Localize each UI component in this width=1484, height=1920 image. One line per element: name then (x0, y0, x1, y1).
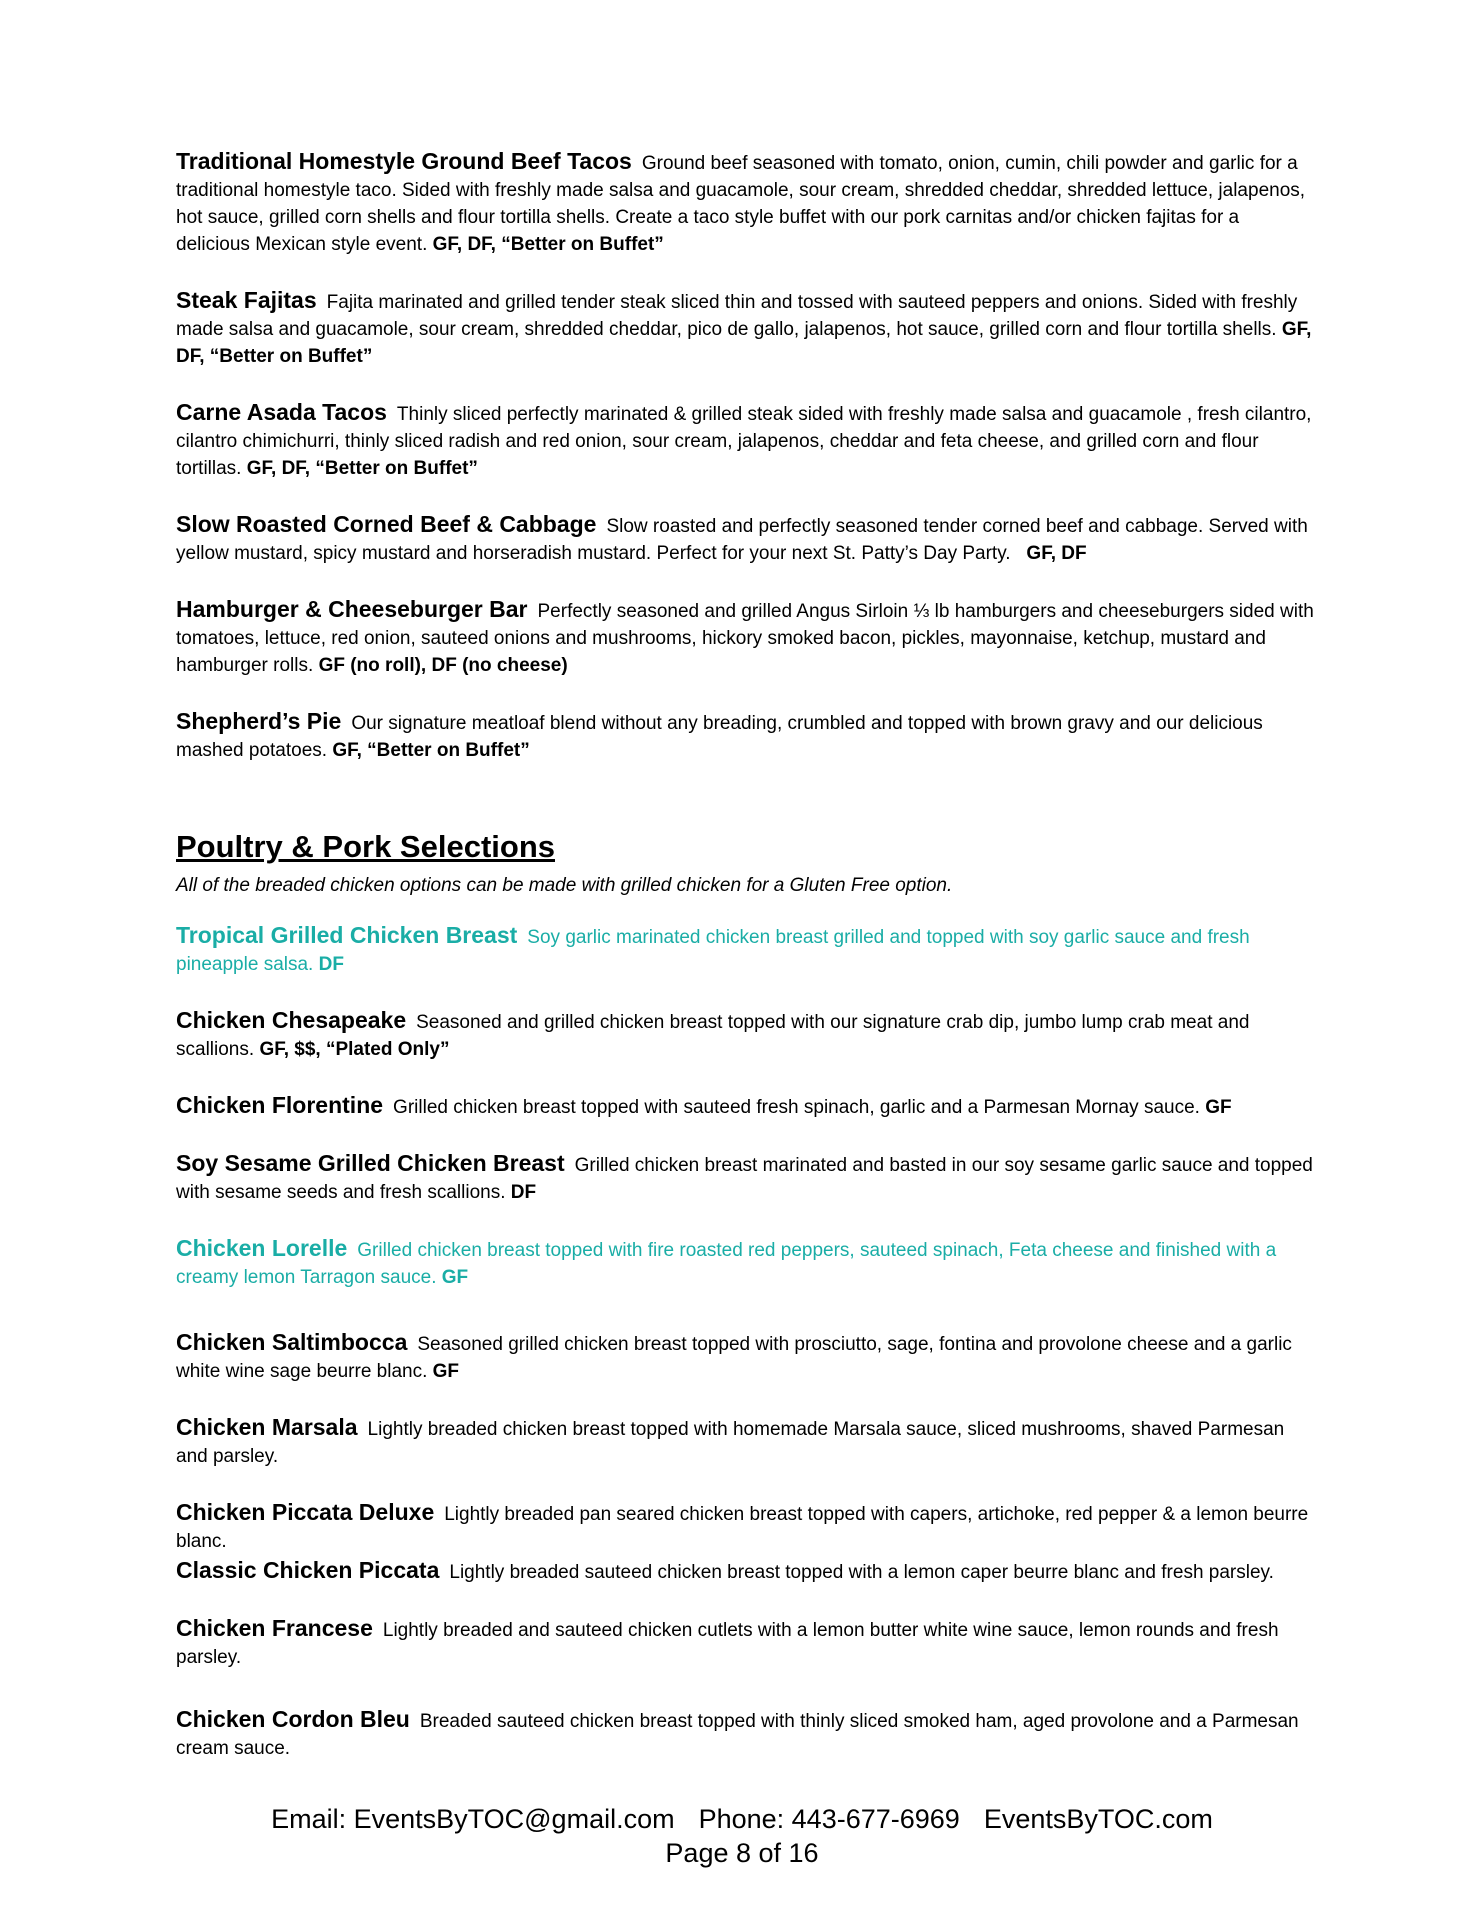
item-description: Seasoned and grilled chicken breast topped with our signature crab dip, jumbo lump crab meat and scallions. (176, 1012, 1250, 1060)
menu-content (176, 148, 1316, 1762)
item-tags: GF (432, 1361, 460, 1382)
page-number: Page 8 of 16 (665, 1838, 819, 1868)
item-description: Our signature meatloaf blend without any breading, crumbled and topped with brown gravy and our delicious mashed potatoes. (176, 713, 1263, 761)
menu-item-chicken-saltimbocca (176, 1329, 1316, 1385)
item-tags: GF, DF, “Better on Buffet” (176, 319, 1312, 367)
item-tags: GF (no roll), DF (no cheese) (318, 655, 568, 676)
menu-item-ground-beef-tacos (176, 148, 1316, 258)
menu-item-shepherds-pie (176, 708, 1316, 764)
item-description: Grilled chicken breast topped with fire roasted red peppers, sauteed spinach, Feta cheese and finished with a creamy lemon Tarragon sauce. (176, 1240, 1277, 1288)
item-title: Chicken Lorelle (176, 1235, 348, 1261)
item-title: Traditional Homestyle Ground Beef Tacos (176, 148, 632, 174)
footer-email: Email: EventsByTOC@gmail.com (271, 1804, 675, 1834)
menu-item-corned-beef-cabbage (176, 511, 1316, 567)
item-title: Chicken Piccata Deluxe (176, 1499, 435, 1525)
item-title: Chicken Saltimbocca (176, 1329, 408, 1355)
item-tags: GF, DF, “Better on Buffet” (432, 234, 664, 255)
item-description: Soy garlic marinated chicken breast grilled and topped with soy garlic sauce and fresh pineapple salsa. (176, 927, 1250, 975)
menu-item-burger-bar (176, 596, 1316, 679)
menu-item-chicken-cordon-bleu (176, 1706, 1316, 1762)
menu-item-chicken-marsala (176, 1414, 1316, 1470)
item-tags: GF, “Better on Buffet” (332, 740, 530, 761)
item-description: Slow roasted and perfectly seasoned tender corned beef and cabbage. Served with yellow mustard, spicy mustard and horseradish mustard. Perfect for your next St. Patty’s Day Party. (176, 516, 1308, 564)
item-description: Lightly breaded and sauteed chicken cutlets with a lemon butter white wine sauce, lemon rounds and fresh parsley. (176, 1620, 1279, 1668)
item-description: Fajita marinated and grilled tender steak sliced thin and tossed with sauteed peppers and onions. Sided with freshly made salsa and guacamole, sour cream, shredded cheddar, pico de gallo, jalapenos, hot sauce, grilled corn and flour tortilla shells. (176, 292, 1298, 340)
item-description: Grilled chicken breast marinated and basted in our soy sesame garlic sauce and topped with sesame seeds and fresh scallions. (176, 1155, 1313, 1203)
section-heading-poultry-pork: Poultry & Pork Selections (176, 829, 555, 864)
item-tags: DF (510, 1182, 537, 1203)
section-note: All of the breaded chicken options can be made with grilled chicken for a Gluten Free option. (176, 875, 953, 896)
item-title: Shepherd’s Pie (176, 708, 342, 734)
item-description: Grilled chicken breast topped with sauteed fresh spinach, garlic and a Parmesan Mornay sauce. (393, 1097, 1200, 1118)
page-footer (0, 1802, 1484, 1870)
item-title: Chicken Florentine (176, 1092, 384, 1118)
item-description: Lightly breaded pan seared chicken breast topped with capers, artichoke, red pepper & a lemon beurre blanc. (176, 1504, 1309, 1552)
item-tags: GF, DF (1026, 543, 1087, 564)
item-title: Chicken Cordon Bleu (176, 1706, 410, 1732)
item-description: Seasoned grilled chicken breast topped with prosciutto, sage, fontina and provolone cheese and a garlic white wine sage beurre blanc. (176, 1334, 1292, 1382)
item-title: Carne Asada Tacos (176, 399, 387, 425)
item-tags: GF, $$, “Plated Only” (259, 1039, 450, 1060)
menu-item-carne-asada-tacos (176, 399, 1316, 482)
item-tags: GF, DF, “Better on Buffet” (246, 458, 478, 479)
menu-item-chicken-chesapeake (176, 1007, 1316, 1063)
item-title: Hamburger & Cheeseburger Bar (176, 596, 528, 622)
menu-item-chicken-lorelle (176, 1235, 1316, 1291)
item-description: Ground beef seasoned with tomato, onion, cumin, chili powder and garlic for a traditional homestyle taco. Sided with freshly made salsa and guacamole, sour cream, shredded cheddar, shredded lettuce, jalapenos, hot sauce, grilled corn shells and flour tortilla shells. Create a taco style buffet with our pork carnitas and/or chicken fajitas for a delicious Mexican style event. (176, 153, 1306, 255)
item-title: Soy Sesame Grilled Chicken Breast (176, 1150, 565, 1176)
item-description: Thinly sliced perfectly marinated & grilled steak sided with freshly made salsa and guacamole , fresh cilantro, cilantro chimichurri, thinly sliced radish and red onion, sour cream, jalapenos, cheddar and feta cheese, and grilled corn and flour tortillas. (176, 404, 1312, 479)
menu-item-chicken-francese (176, 1615, 1316, 1671)
footer-website: EventsByTOC.com (983, 1804, 1213, 1834)
menu-item-classic-chicken-piccata (176, 1557, 1316, 1586)
item-title: Chicken Marsala (176, 1414, 358, 1440)
menu-item-chicken-piccata-deluxe (176, 1499, 1316, 1555)
item-title: Chicken Francese (176, 1615, 373, 1641)
menu-item-chicken-florentine (176, 1092, 1316, 1121)
menu-item-tropical-chicken (176, 922, 1316, 978)
item-description: Lightly breaded chicken breast topped with homemade Marsala sauce, sliced mushrooms, shaved Parmesan and parsley. (176, 1419, 1285, 1467)
item-title: Chicken Chesapeake (176, 1007, 407, 1033)
contact-line (0, 1802, 1484, 1836)
item-description: Breaded sauteed chicken breast topped with thinly sliced smoked ham, aged provolone and a Parmesan cream sauce. (176, 1711, 1299, 1759)
item-title: Tropical Grilled Chicken Breast (176, 922, 518, 948)
item-description: Lightly breaded sauteed chicken breast topped with a lemon caper beurre blanc and fresh parsley. (449, 1562, 1274, 1583)
item-description: Perfectly seasoned and grilled Angus Sirloin ⅓ lb hamburgers and cheeseburgers sided with tomatoes, lettuce, red onion, sauteed onions and mushrooms, hickory smoked bacon, pickles, mayonnaise, ketchup, mustard and hamburger rolls. (176, 601, 1314, 676)
item-title: Classic Chicken Piccata (176, 1557, 440, 1583)
item-tags: DF (318, 954, 344, 975)
item-tags: GF (1205, 1097, 1232, 1118)
item-title: Steak Fajitas (176, 287, 317, 313)
item-tags: GF (441, 1267, 469, 1288)
menu-item-soy-sesame-chicken (176, 1150, 1316, 1206)
footer-phone: Phone: 443-677-6969 (698, 1804, 960, 1834)
item-title: Slow Roasted Corned Beef & Cabbage (176, 511, 597, 537)
menu-item-steak-fajitas (176, 287, 1316, 370)
